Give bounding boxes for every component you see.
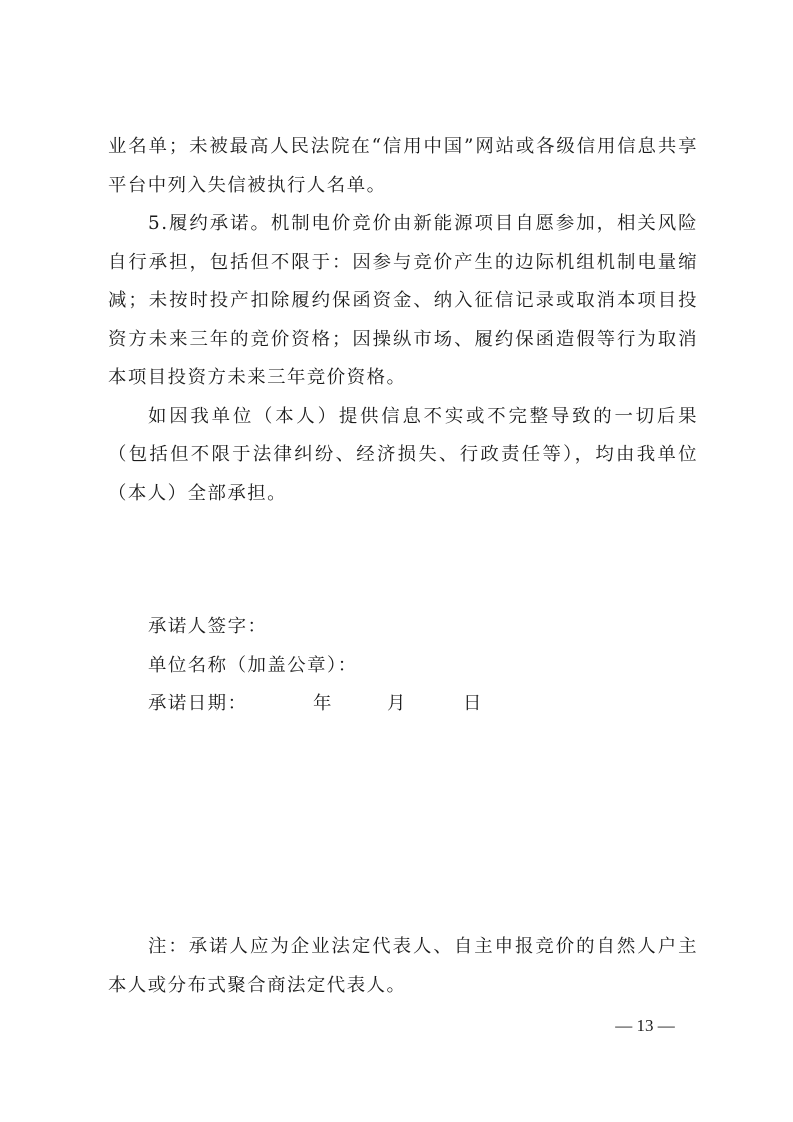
paragraph-credit-status: 业名单；未被最高人民法院在“信用中国”网站或各级信用信息共享平台中列入失信被执行人名单。 xyxy=(108,136,698,196)
unit-name-line: 单位名称（加盖公章）： xyxy=(148,654,358,676)
paragraph-liability: 如因我单位（本人）提供信息不实或不完整导致的一切后果（包括但不限于法律纠纷、经济损失、行政责任等），均由我单位（本人）全部承担。 xyxy=(108,405,698,504)
signer-signature-line: 承诺人签字： xyxy=(148,616,268,637)
date-month-label: 月 xyxy=(387,693,407,714)
paragraph-performance-commitment: 5.履约承诺。机制电价竞价由新能源项目自愿参加，相关风险自行承担，包括但不限于：因参与竞价产生的边际机组机制电量缩减；未按时投产扣除履约保函资金、纳入征信记录或取消本项目投资方未来三年的竞价资格；因操纵市场、履约保函造假等行为取消本项目投资方未来三年竞价资格。 xyxy=(108,213,698,388)
date-day-label: 日 xyxy=(463,693,483,714)
body-text xyxy=(108,128,698,513)
date-label: 承诺日期： xyxy=(148,693,248,714)
footnote-text: 注：承诺人应为企业法定代表人、自主申报竞价的自然人户主本人或分布式聚合商法定代表人。 xyxy=(108,936,698,996)
signature-block xyxy=(148,608,668,724)
date-year-label: 年 xyxy=(313,693,333,714)
page-number: — 13 — xyxy=(615,1016,675,1035)
commitment-date-line xyxy=(148,685,668,724)
footnote xyxy=(108,928,698,1005)
